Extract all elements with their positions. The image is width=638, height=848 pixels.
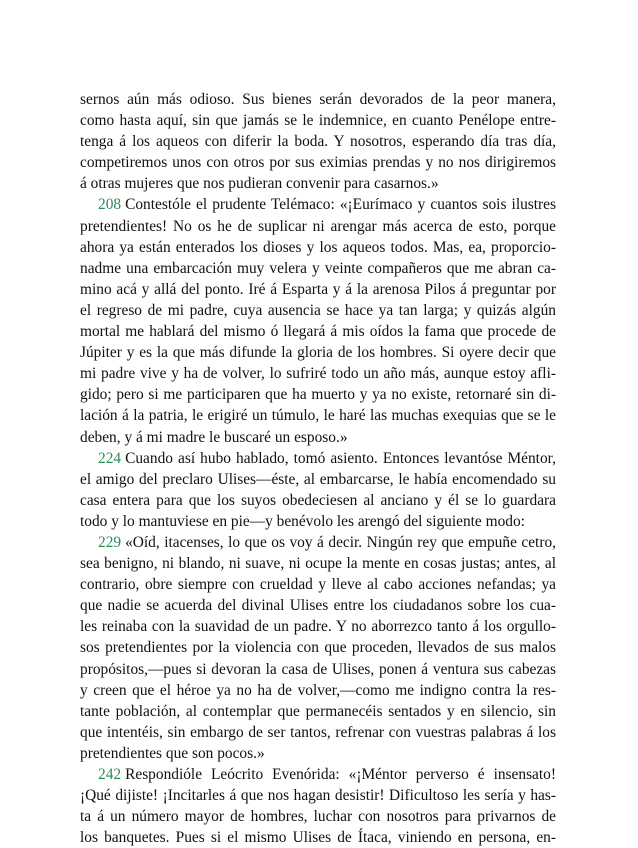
line-text: contrario, obre siempre con crueldad y lleve al cabo acciones nefandas; ya xyxy=(80,576,556,594)
verse-number: 242 xyxy=(98,766,122,783)
line-text: nadme una embarcación muy velera y veinte compañeros que me abran ca- xyxy=(80,259,556,277)
verse-number: 208 xyxy=(98,196,122,214)
line-text: lación á la patria, le erigiré un túmulo, le haré las muchas exequias que se le xyxy=(80,407,556,425)
text-line xyxy=(80,574,556,595)
line-text: mino acá y allá del ponto. Iré á Esparta y á la arenosa Pilos á preguntar por xyxy=(80,280,556,298)
text-line xyxy=(80,511,556,532)
paragraph xyxy=(80,448,556,532)
text-line xyxy=(80,173,556,194)
paragraph xyxy=(80,764,556,848)
text-line xyxy=(80,701,556,722)
line-text: gido; pero si me participaren que ha muerto y ya no existe, retornaré sin di- xyxy=(80,386,556,404)
line-text: pretendientes! No os he de suplicar ni arengar más acerca de esto, porque xyxy=(80,217,556,235)
text-line xyxy=(80,237,556,258)
line-text: los banquetes. Pues si el mismo Ulises de Ítaca, viniendo en persona, en- xyxy=(80,829,556,847)
line-text: sea benigno, ni blando, ni suave, ni ocupe la mente en cosas justas; antes, al xyxy=(80,555,556,573)
text-line xyxy=(80,722,556,743)
line-text: á otras mujeres que nos pudieran convenir para casarnos.» xyxy=(80,175,439,193)
text-line xyxy=(80,680,556,701)
text-line xyxy=(80,827,556,848)
line-text: les reinaba con la suavidad de un padre. Y no aborrezco tanto á los orgullo- xyxy=(80,618,556,636)
text-line xyxy=(80,258,556,279)
line-text: y creen que el héroe ya no ha de volver,—como me indigno contra la res- xyxy=(80,681,556,699)
line-text: como hasta aquí, sin que jamás se le indemnice, en cuanto Penélope entre- xyxy=(80,112,556,130)
line-text: ta á un número mayor de hombres, luchar con nosotros para privarnos de xyxy=(80,808,556,826)
text-line xyxy=(80,216,556,237)
line-text: Respondióle Leócrito Evenórida: «¡Méntor perverso é insensato! xyxy=(125,766,556,783)
text-line xyxy=(80,469,556,490)
text-line xyxy=(80,300,556,321)
verse-number: 224 xyxy=(98,449,122,467)
line-text: sernos aún más odioso. Sus bienes serán devorados de la peor manera, xyxy=(80,91,556,108)
text-line xyxy=(80,194,556,215)
text-line xyxy=(80,490,556,511)
line-text: Júpiter y es la que más difunde la gloria de los hombres. Si oyere decir que xyxy=(80,344,556,362)
paragraph xyxy=(80,194,556,447)
text-line xyxy=(80,785,556,806)
line-text: mi padre vive y ha de volver, lo sufriré todo un año más, aunque estoy afli- xyxy=(80,365,556,383)
line-text: tante población, al contemplar que permanecéis sentados y en silencio, sin xyxy=(80,702,556,720)
text-line xyxy=(80,448,556,469)
line-text: que intentéis, sin embargo de ser tantos, refrenar con vuestras palabras á los xyxy=(80,723,556,741)
line-text: Cuando así hubo hablado, tomó asiento. Entonces levantóse Méntor, xyxy=(125,449,556,467)
line-text: casa entera para que los suyos obedeciesen al anciano y él se lo guardara xyxy=(80,491,556,509)
line-text: pretendientes que son pocos.» xyxy=(80,744,265,762)
line-text: deben, y á mi madre le buscaré un esposo.» xyxy=(80,428,348,446)
text-line xyxy=(80,659,556,680)
line-text: propósitos,—pues si devoran la casa de Ulises, ponen á ventura sus cabezas xyxy=(80,660,556,678)
text-line xyxy=(80,342,556,363)
line-text: el regreso de mi padre, cuya ausencia se hace ya tan larga; y quizás algún xyxy=(80,301,556,319)
text-line xyxy=(80,616,556,637)
text-line xyxy=(80,764,556,785)
text-line xyxy=(80,152,556,173)
line-text: todo y lo mantuviese en pie—y benévolo les arengó del siguiente modo: xyxy=(80,512,525,530)
text-line xyxy=(80,595,556,616)
verse-number: 229 xyxy=(98,533,122,551)
text-line xyxy=(80,743,556,764)
line-text: mortal me hablará del mismo ó llegará á mis oídos la fama que procede de xyxy=(80,323,556,341)
text-line xyxy=(80,637,556,658)
text-line xyxy=(80,110,556,131)
text-line xyxy=(80,553,556,574)
text-line xyxy=(80,89,556,110)
text-line xyxy=(80,279,556,300)
line-text: ahora ya están enterados los dioses y los aqueos todos. Mas, ea, proporcio- xyxy=(80,238,556,256)
line-text: el amigo del preclaro Ulises—éste, al embarcarse, le había encomendado su xyxy=(80,470,556,488)
text-line xyxy=(80,405,556,426)
line-text: tenga á los aqueos con diferir la boda. Y nosotros, esperando día tras día, xyxy=(80,133,556,151)
text-line xyxy=(80,321,556,342)
paragraph xyxy=(80,532,556,764)
text-line xyxy=(80,363,556,384)
line-text: «Oíd, itacenses, lo que os voy á decir. Ningún rey que empuñe cetro, xyxy=(125,533,556,551)
text-line xyxy=(80,532,556,553)
paragraph xyxy=(80,89,556,194)
text-line xyxy=(80,427,556,448)
line-text: competiremos unos con otros por sus eximias prendas y no nos dirigiremos xyxy=(80,154,556,172)
text-line xyxy=(80,806,556,827)
text-line xyxy=(80,384,556,405)
text-line xyxy=(80,131,556,152)
line-text: que nadie se acuerda del divinal Ulises entre los ciudadanos sobre los cua- xyxy=(80,597,556,615)
line-text: Contestóle el prudente Telémaco: «¡Eurímaco y cuantos sois ilustres xyxy=(125,196,556,214)
document-page xyxy=(80,89,556,848)
line-text: ¡Qué dijiste! ¡Incitarles á que nos hagan desistir! Dificultoso les sería y has- xyxy=(80,787,556,805)
line-text: sos pretendientes por la violencia con que proceden, llevados de sus malos xyxy=(80,639,556,657)
